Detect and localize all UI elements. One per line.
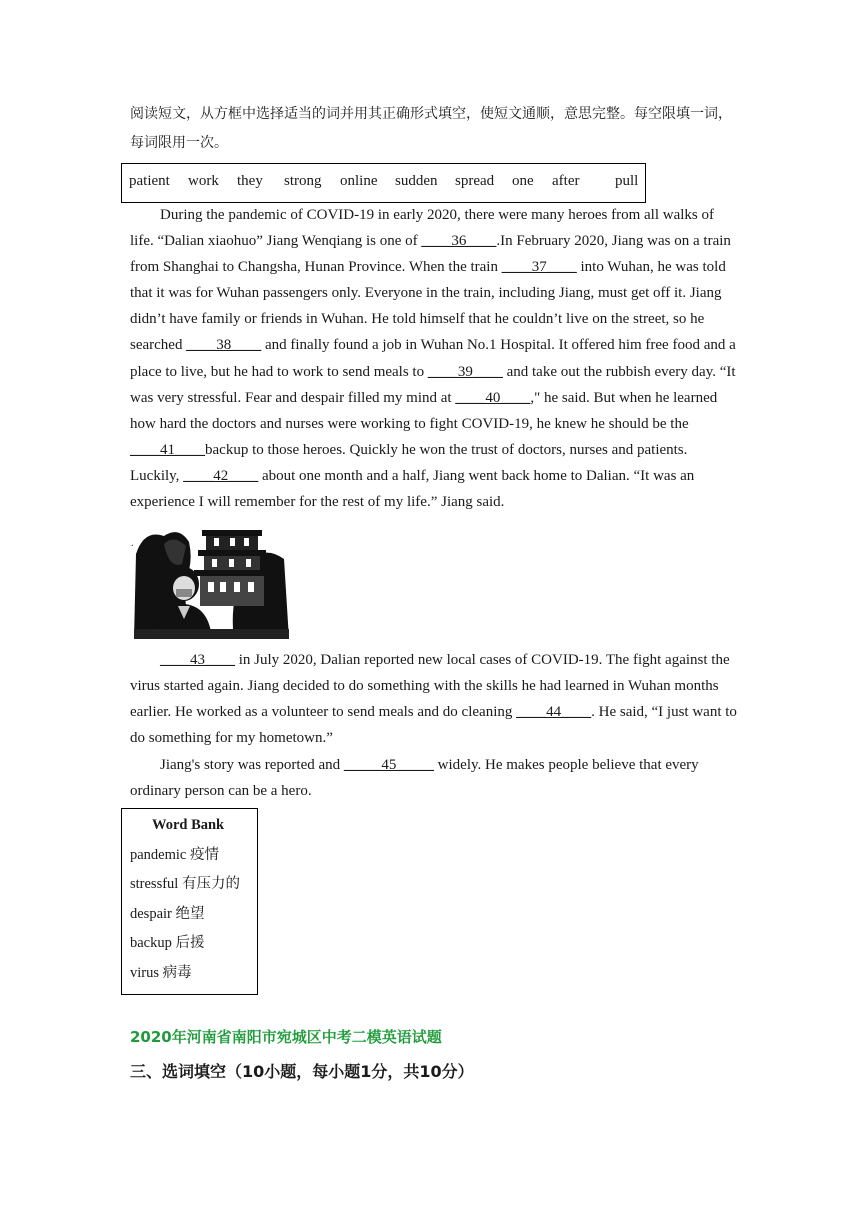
word-bank-title: Word Bank: [152, 817, 225, 833]
word-option: strong: [284, 173, 322, 189]
word-option: spread: [455, 173, 495, 189]
word-bank-entry: backup 后援: [130, 935, 205, 951]
word-option: online: [340, 173, 378, 189]
word-option: work: [188, 173, 219, 189]
word-option: patient: [129, 173, 170, 189]
word-option: after: [552, 173, 580, 189]
blank-39[interactable]: ____39____: [427, 363, 503, 380]
blank-36[interactable]: ____36____: [421, 233, 497, 250]
word-options-box: [121, 163, 646, 203]
photo-of-jiang-with-building-icon: [134, 524, 289, 639]
word-bank-entry: stressful 有压力的: [130, 876, 240, 892]
passage-paragraph-1: During the pandemic of COVID-19 in early 2020, there were many heroes from all walks of life. “Dalian xiaohuo” Jiang Wenqiang is one of ____36____.In February 2020, Jiang was on a train from Shanghai to Changsha, Hunan Province. When the train ____37____ into Wuhan, he was told that it was for Wuhan passengers only. Everyone in the train, including Jiang, must get off it. Jiang didn’t have family or friends in Wuhan. He told himself that he couldn’t live on the street, so he searched ____38____ and finally found a job in Wuhan No.1 Hospital. It offered him free food and a place to live, but he had to work to send meals to ____39____ and take out the rubbish every day. “It was very stressful. Fear and despair filled my mind at ____40____," he said. But when he learned how hard the doctors and nurses were working to fight COVID-19, he knew he should be the ____41____backup to those heroes. Quickly he won the trust of doctors, nurses and patients. Luckily, ____42____ about one month and a half, Jiang went back home to Dalian. “It was an experience I will remember for the rest of my life.” Jiang said.: [130, 207, 736, 511]
word-bank-entry: despair 绝望: [130, 906, 205, 922]
blank-38[interactable]: ____38____: [186, 337, 262, 354]
passage-paragraph-3: Jiang's story was reported and _____45_____ widely. He makes people believe that every ordinary person can be a hero.: [130, 757, 699, 800]
passage-paragraph-2: ____43____ in July 2020, Dalian reported new local cases of COVID-19. The fight against the virus started again. Jiang decided to do something with the skills he had learned in Wuhan months earlier. He worked as a volunteer to send meals and do cleaning ____44____. He said, “I just want to do something for my hometown.”: [130, 652, 737, 747]
blank-41[interactable]: ____41____: [130, 441, 205, 458]
blank-44[interactable]: ____44____: [516, 704, 592, 721]
source-title: 2020年河南省南阳市宛城区中考二模英语试题: [130, 1028, 442, 1046]
section-heading: 三、选词填空（10小题，每小题1分，共10分）: [130, 1062, 474, 1081]
word-option: they: [237, 173, 263, 189]
blank-43[interactable]: ____43____: [160, 652, 235, 668]
blank-37[interactable]: ____37____: [501, 259, 577, 276]
word-option: one: [512, 173, 534, 189]
instructions: 阅读短文，从方框中选择适当的词并用其正确形式填空，使短文通顺，意思完整。每空限填一词，每词限用一次。: [130, 106, 732, 151]
word-bank-box: [121, 808, 258, 995]
stray-dot: .: [131, 538, 134, 549]
blank-42[interactable]: ____42____: [183, 467, 259, 484]
word-option: pull: [615, 173, 639, 189]
blank-45[interactable]: _____45_____: [343, 757, 434, 773]
word-bank-entry: pandemic 疫情: [130, 847, 219, 863]
blank-40[interactable]: ____40____: [455, 389, 531, 406]
word-bank-entry: virus 病毒: [130, 965, 192, 981]
word-option: sudden: [395, 173, 438, 189]
